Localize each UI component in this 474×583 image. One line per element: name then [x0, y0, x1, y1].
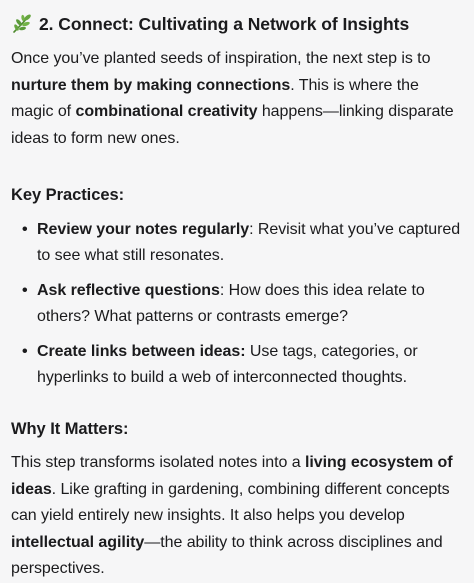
herb-leaf-icon	[11, 13, 33, 35]
list-item-bold: Create links between ideas:	[37, 342, 246, 360]
practices-list	[11, 217, 464, 392]
intro-text-2: . This is where the magic of	[11, 76, 419, 120]
matters-paragraph	[11, 450, 464, 583]
intro-text-3: happens—linking disparate ideas to form new ones.	[11, 103, 454, 147]
list-item-text: Use tags, categories, or hyperlinks to build a web of interconnected thoughts.	[37, 342, 418, 386]
list-item-text: : How does this idea relate to others? What patterns or contrasts emerge?	[37, 281, 425, 325]
key-practices-heading: Key Practices:	[11, 186, 125, 204]
list-item	[37, 339, 464, 392]
intro-bold-2: combinational creativity	[75, 103, 258, 120]
intro-paragraph	[11, 46, 464, 152]
list-item-bold: Ask reflective questions	[37, 281, 220, 299]
section-title: 2. Connect: Cultivating a Network of Insights	[39, 14, 410, 34]
list-item-text: : Revisit what you’ve captured to see what still resonates.	[37, 220, 461, 264]
list-item-bold: Review your notes regularly	[37, 220, 250, 238]
why-it-matters-heading: Why It Matters:	[11, 419, 129, 438]
intro-text-1: Once you’ve planted seeds of inspiration, the next step is to	[11, 50, 431, 67]
intro-bold-1: nurture them by making connections	[11, 76, 291, 94]
matters-text-1: This step transforms isolated notes into a	[11, 454, 305, 471]
matters-text-2: . Like grafting in gardening, combining different concepts can yield entirely new insights. It also helps you develop	[11, 480, 450, 524]
list-item	[37, 278, 464, 331]
list-item	[37, 217, 464, 270]
matters-text-3: —the ability to think across disciplines and perspectives.	[11, 533, 443, 577]
matters-bold-1: living ecosystem of ideas	[11, 454, 453, 498]
section-heading	[11, 10, 464, 38]
matters-bold-2: intellectual agility	[11, 533, 145, 551]
